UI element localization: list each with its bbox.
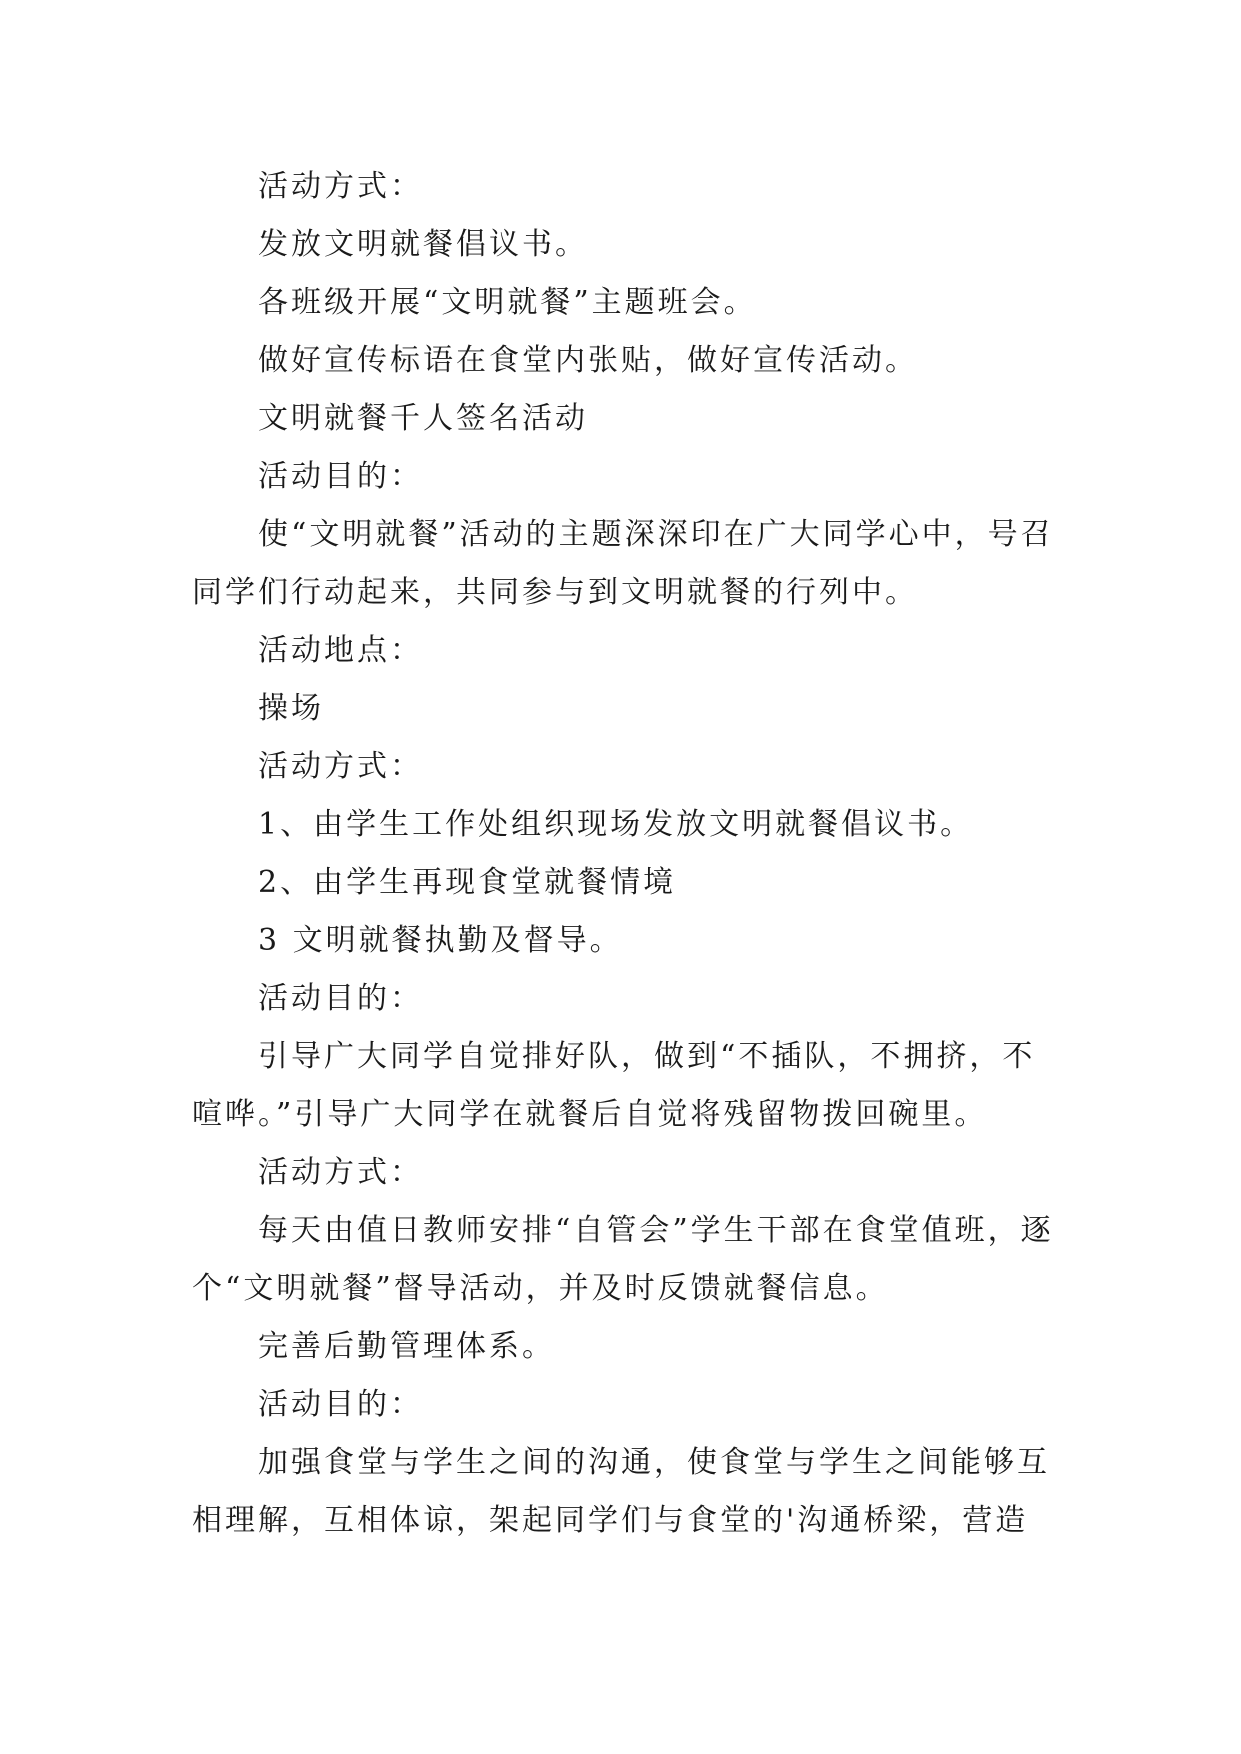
- paragraph-2: 发放文明就餐倡议书。: [258, 227, 588, 262]
- paragraph-19: 活动目的：: [258, 1387, 423, 1422]
- paragraph-15: 引导广大同学自觉排好队，做到“不插队，不拥挤，不喧哗。”引导广大同学在就餐后自觉将残留物拨回碗里。: [192, 1039, 1036, 1132]
- paragraph-18: 完善后勤管理体系。: [258, 1329, 555, 1364]
- document-body: [192, 158, 1062, 1550]
- paragraph-9: 操场: [258, 691, 324, 726]
- paragraph-12: 2、由学生再现食堂就餐情境: [258, 865, 677, 900]
- paragraph-16: 活动方式：: [258, 1155, 423, 1190]
- paragraph-4: 做好宣传标语在食堂内张贴，做好宣传活动。: [258, 343, 918, 378]
- paragraph-20: 加强食堂与学生之间的沟通，使食堂与学生之间能够互相理解，互相体谅，架起同学们与食堂的'沟通桥梁，营造: [192, 1445, 1050, 1538]
- paragraph-14: 活动目的：: [258, 981, 423, 1016]
- paragraph-7: 使“文明就餐”活动的主题深深印在广大同学心中，号召同学们行动起来，共同参与到文明就餐的行列中。: [192, 517, 1054, 610]
- paragraph-6: 活动目的：: [258, 459, 423, 494]
- paragraph-10: 活动方式：: [258, 749, 423, 784]
- paragraph-3: 各班级开展“文明就餐”主题班会。: [258, 285, 757, 320]
- paragraph-8: 活动地点：: [258, 633, 423, 668]
- paragraph-11: 1、由学生工作处组织现场发放文明就餐倡议书。: [258, 807, 974, 842]
- paragraph-13: 3 文明就餐执勤及督导。: [258, 923, 623, 958]
- paragraph-17: 每天由值日教师安排“自管会”学生干部在食堂值班，逐个“文明就餐”督导活动，并及时反馈就餐信息。: [192, 1213, 1054, 1306]
- paragraph-1: 活动方式：: [258, 169, 423, 204]
- paragraph-5: 文明就餐千人签名活动: [258, 401, 588, 436]
